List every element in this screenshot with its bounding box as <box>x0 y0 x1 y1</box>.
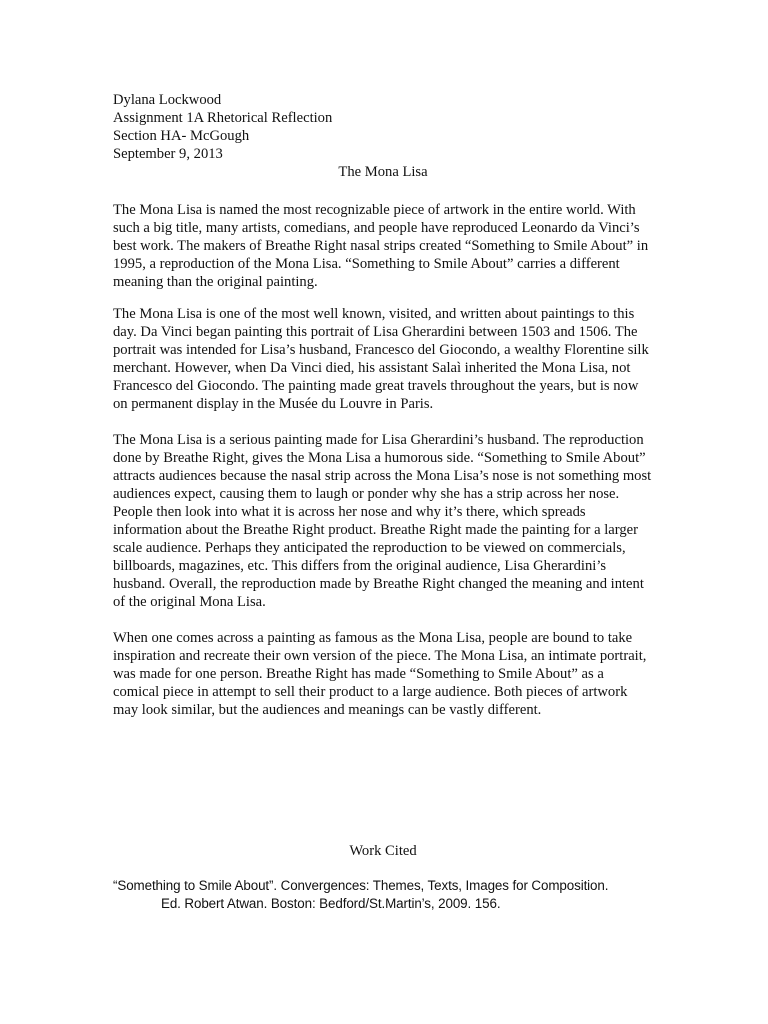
body-paragraph-2: The Mona Lisa is one of the most well known, visited, and written about paintings to this day. Da Vinci began painting this portrait of Lisa Gherardini between 1503 and 1506. The portrait was intended for Lisa’s husband, Francesco del Giocondo, a wealthy Florentine silk merchant. However, when Da Vinci died, his assistant Salaì inherited the Mona Lisa, not Francesco del Giocondo. The painting made great travels throughout the years, but is now on permanent display in the Musée du Louvre in Paris. <box>113 306 649 412</box>
essay-date: September 9, 2013 <box>113 146 223 162</box>
citation-line-2: Ed. Robert Atwan. Boston: Bedford/St.Martin’s, 2009. 156. <box>161 896 501 911</box>
works-cited-entry <box>113 877 673 913</box>
citation-line-1: “Something to Smile About”. Convergences: Themes, Texts, Images for Composition. <box>113 878 609 893</box>
body-paragraph-4: When one comes across a painting as famous as the Mona Lisa, people are bound to take inspiration and recreate their own version of the piece. The Mona Lisa, an intimate portrait, was made for one person. Breathe Right has made “Something to Smile About” as a comical piece in attempt to sell their product to a large audience. Both pieces of artwork may look similar, but the audiences and meanings can be vastly different. <box>113 630 647 718</box>
body-paragraph-1: The Mona Lisa is named the most recognizable piece of artwork in the entire world. With such a big title, many artists, comedians, and people have reproduced Leonardo da Vinci’s best work. The makers of Breathe Right nasal strips created “Something to Smile About” in 1995, a reproduction of the Mona Lisa. “Something to Smile About” carries a different meaning than the original painting. <box>113 202 649 290</box>
author-name: Dylana Lockwood <box>113 92 222 108</box>
essay-title: The Mona Lisa <box>338 164 428 180</box>
essay-header <box>113 91 653 163</box>
works-cited-heading: Work Cited <box>349 843 417 859</box>
body-paragraph-3: The Mona Lisa is a serious painting made for Lisa Gherardini’s husband. The reproduction done by Breathe Right, gives the Mona Lisa a humorous side. “Something to Smile About” attracts audiences because the nasal strip across the Mona Lisa’s nose is not something most audiences expect, causing them to laugh or ponder why she has a strip across her nose. People then look into what it is across her nose and why it’s there, which spreads information about the Breathe Right product. Breathe Right made the painting for a larger scale audience. Perhaps they anticipated the reproduction to be viewed on commercials, billboards, magazines, etc. This differs from the original audience, Lisa Gherardini’s husband. Overall, the reproduction made by Breathe Right changed the meaning and intent of the original Mona Lisa. <box>113 432 652 610</box>
course-section: Section HA- McGough <box>113 128 250 144</box>
assignment-name: Assignment 1A Rhetorical Reflection <box>113 110 333 126</box>
